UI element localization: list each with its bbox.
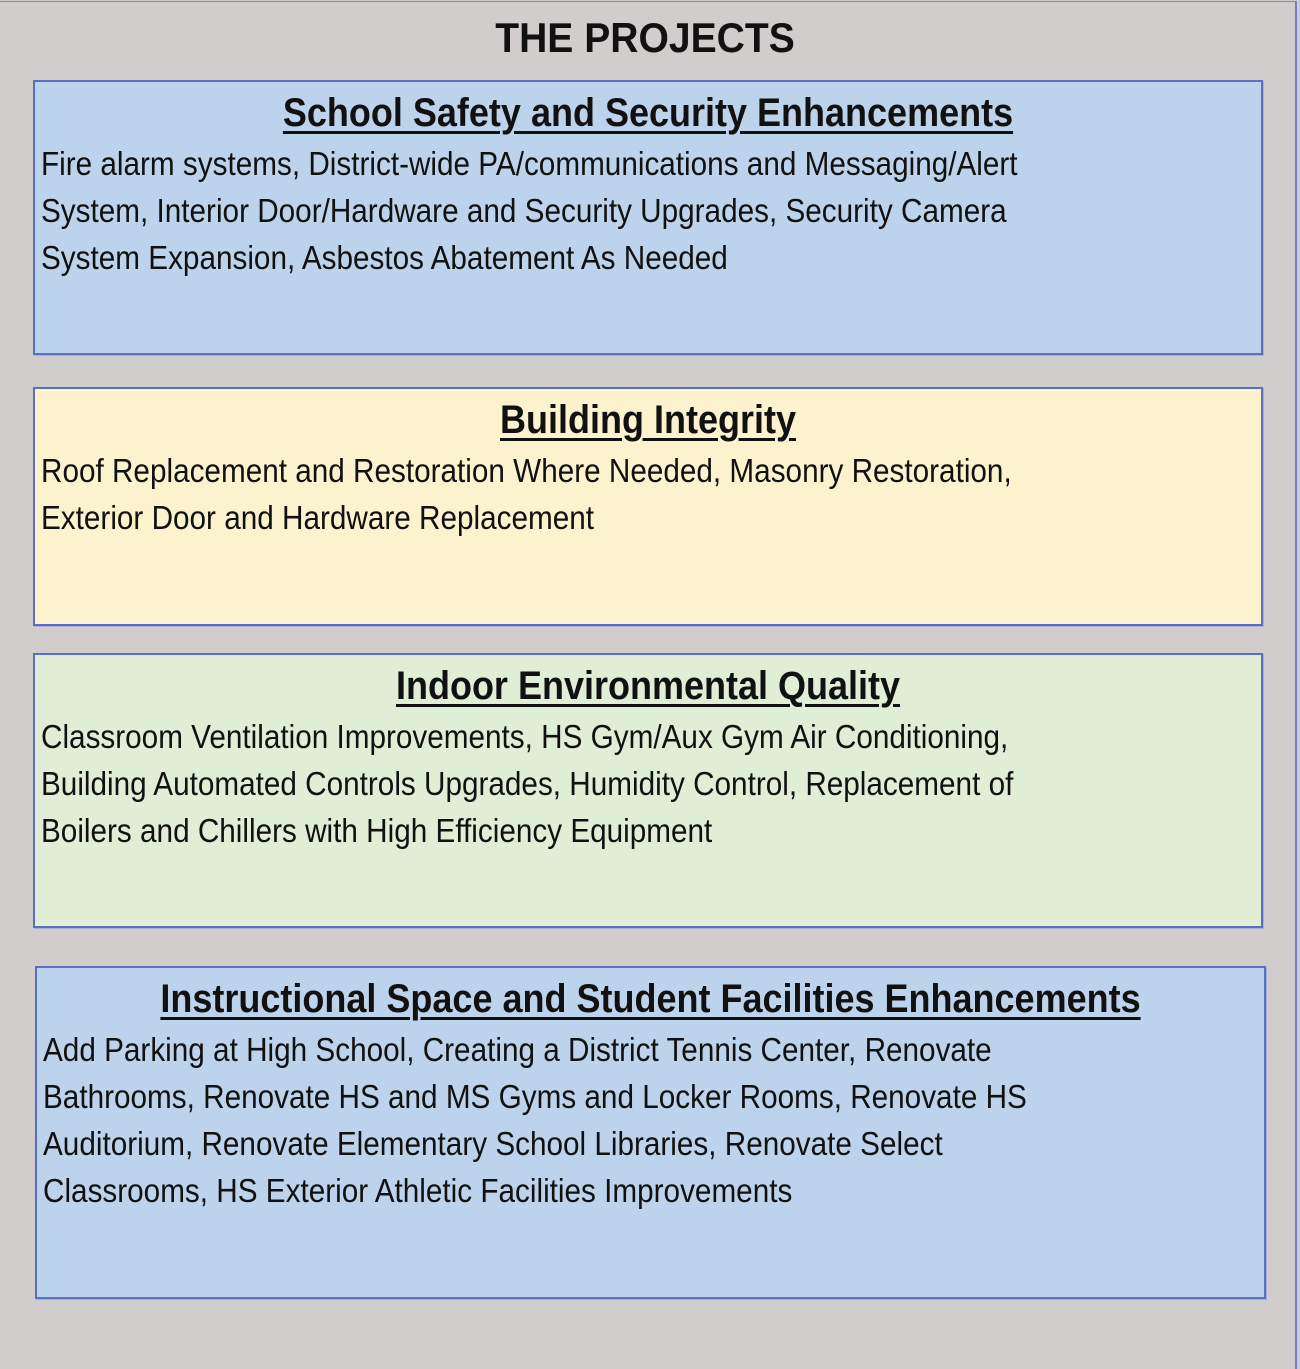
panel-body-line: Classroom Ventilation Improvements, HS Gym/Aux Gym Air Conditioning, — [41, 718, 1009, 755]
panel-body-line: Building Automated Controls Upgrades, Humidity Control, Replacement of — [41, 765, 1014, 802]
panel-body-line: Auditorium, Renovate Elementary School Libraries, Renovate Select — [43, 1125, 943, 1162]
page-frame-right-border — [1295, 1, 1297, 1369]
panel-school-safety — [33, 80, 1263, 355]
page-title: THE PROJECTS — [495, 14, 795, 61]
panel-body-line: Classrooms, HS Exterior Athletic Facilities Improvements — [43, 1172, 793, 1209]
panel-body — [43, 1026, 1231, 1214]
panel-body — [41, 713, 1229, 854]
panel-body-line: System, Interior Door/Hardware and Security Upgrades, Security Camera — [41, 192, 1007, 229]
panel-body — [41, 447, 1229, 541]
panel-body — [41, 140, 1229, 281]
panel-body-line: Add Parking at High School, Creating a District Tennis Center, Renovate — [43, 1031, 992, 1068]
panel-body-line: Roof Replacement and Restoration Where Needed, Masonry Restoration, — [41, 452, 1012, 489]
panel-heading: Indoor Environmental Quality — [395, 664, 901, 708]
panel-body-line: Fire alarm systems, District-wide PA/communications and Messaging/Alert — [41, 145, 1018, 182]
panel-body-line: Exterior Door and Hardware Replacement — [41, 499, 595, 536]
panel-heading: Building Integrity — [500, 398, 796, 442]
panel-body-line: System Expansion, Asbestos Abatement As Needed — [41, 239, 728, 276]
panel-instructional-space — [35, 966, 1266, 1299]
panel-heading: Instructional Space and Student Facilities Enhancements — [160, 977, 1141, 1021]
panel-indoor-environmental-quality — [33, 653, 1263, 928]
panel-building-integrity — [33, 387, 1263, 626]
page-frame-top-border — [0, 1, 1296, 2]
panel-heading: School Safety and Security Enhancements — [282, 91, 1014, 135]
panel-body-line: Boilers and Chillers with High Efficiency Equipment — [41, 812, 713, 849]
panel-body-line: Bathrooms, Renovate HS and MS Gyms and Locker Rooms, Renovate HS — [43, 1078, 1027, 1115]
